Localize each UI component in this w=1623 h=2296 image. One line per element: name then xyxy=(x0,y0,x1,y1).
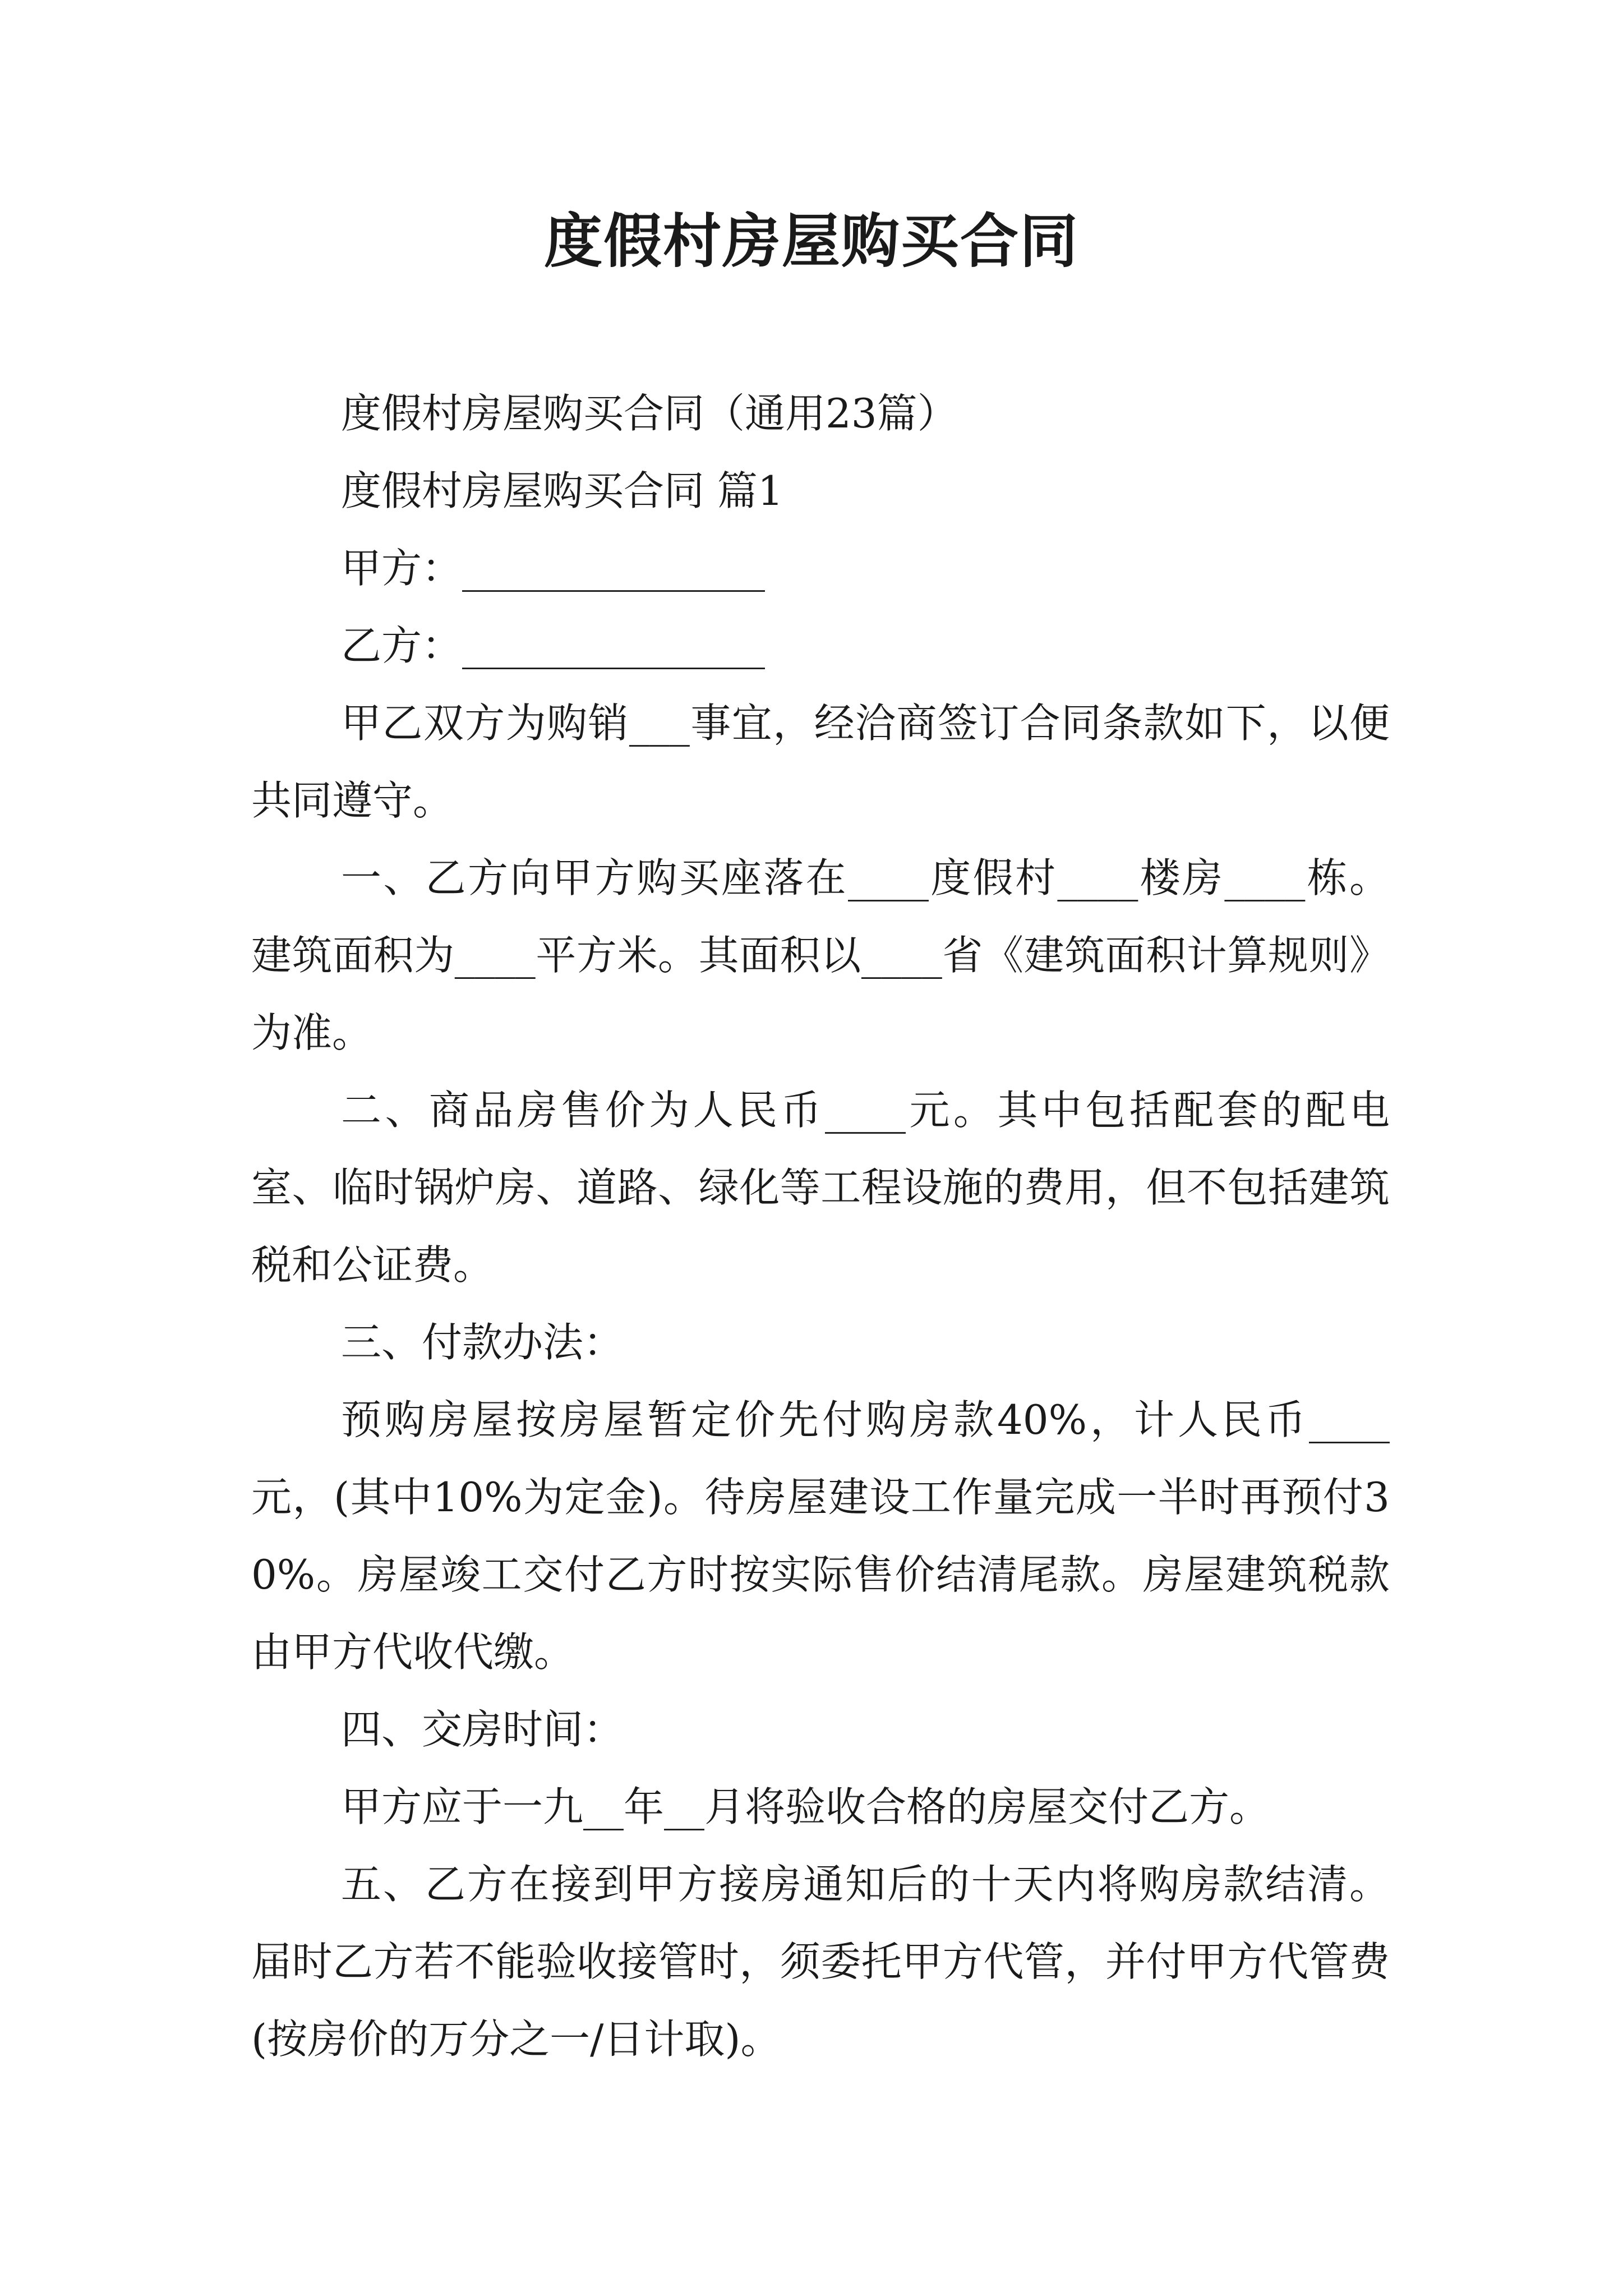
paragraph-delivery-time: 甲方应于一九__年__月将验收合格的房屋交付乙方。 xyxy=(341,1783,1270,1830)
paragraph-clause-4-heading: 四、交房时间： xyxy=(341,1706,624,1753)
paragraph-clause-5: 五、乙方在接到甲方接房通知后的十天内将购房款结清。届时乙方若不能验收接管时，须委托甲方代管，并付甲方代管费(按房价的万分之一/日计取)。 xyxy=(251,1861,1390,2063)
paragraph-clause-1: 一、乙方向甲方购买座落在____度假村____楼房____栋。建筑面积为____平方米。其面积以____省《建筑面积计算规则》为准。 xyxy=(251,854,1390,1056)
paragraph-preamble: 甲乙双方为购销___事宜，经洽商签订合同条款如下，以便共同遵守。 xyxy=(251,700,1390,824)
paragraph-party-a: 甲方：_______________ xyxy=(341,545,766,592)
paragraph-clause-3-heading: 三、付款办法： xyxy=(341,1319,624,1366)
paragraph-subtitle: 度假村房屋购买合同（通用23篇） xyxy=(341,390,958,437)
paragraph-section-heading: 度假村房屋购买合同 篇1 xyxy=(341,467,783,514)
paragraph-payment-terms: 预购房屋按房屋暂定价先付购房款40%，计人民币____元，(其中10%为定金)。待房屋建设工作量完成一半时再预付30%。房屋竣工交付乙方时按实际售价结清尾款。房屋建筑税款由甲方代收代缴。 xyxy=(251,1396,1390,1676)
document-body xyxy=(251,375,1390,2078)
document-title: 度假村房屋购买合同 xyxy=(543,207,1079,275)
paragraph-clause-2: 二、商品房售价为人民币____元。其中包括配套的配电室、临时锅炉房、道路、绿化等工程设施的费用，但不包括建筑税和公证费。 xyxy=(251,1087,1390,1289)
paragraph-party-b: 乙方：_______________ xyxy=(341,622,766,669)
